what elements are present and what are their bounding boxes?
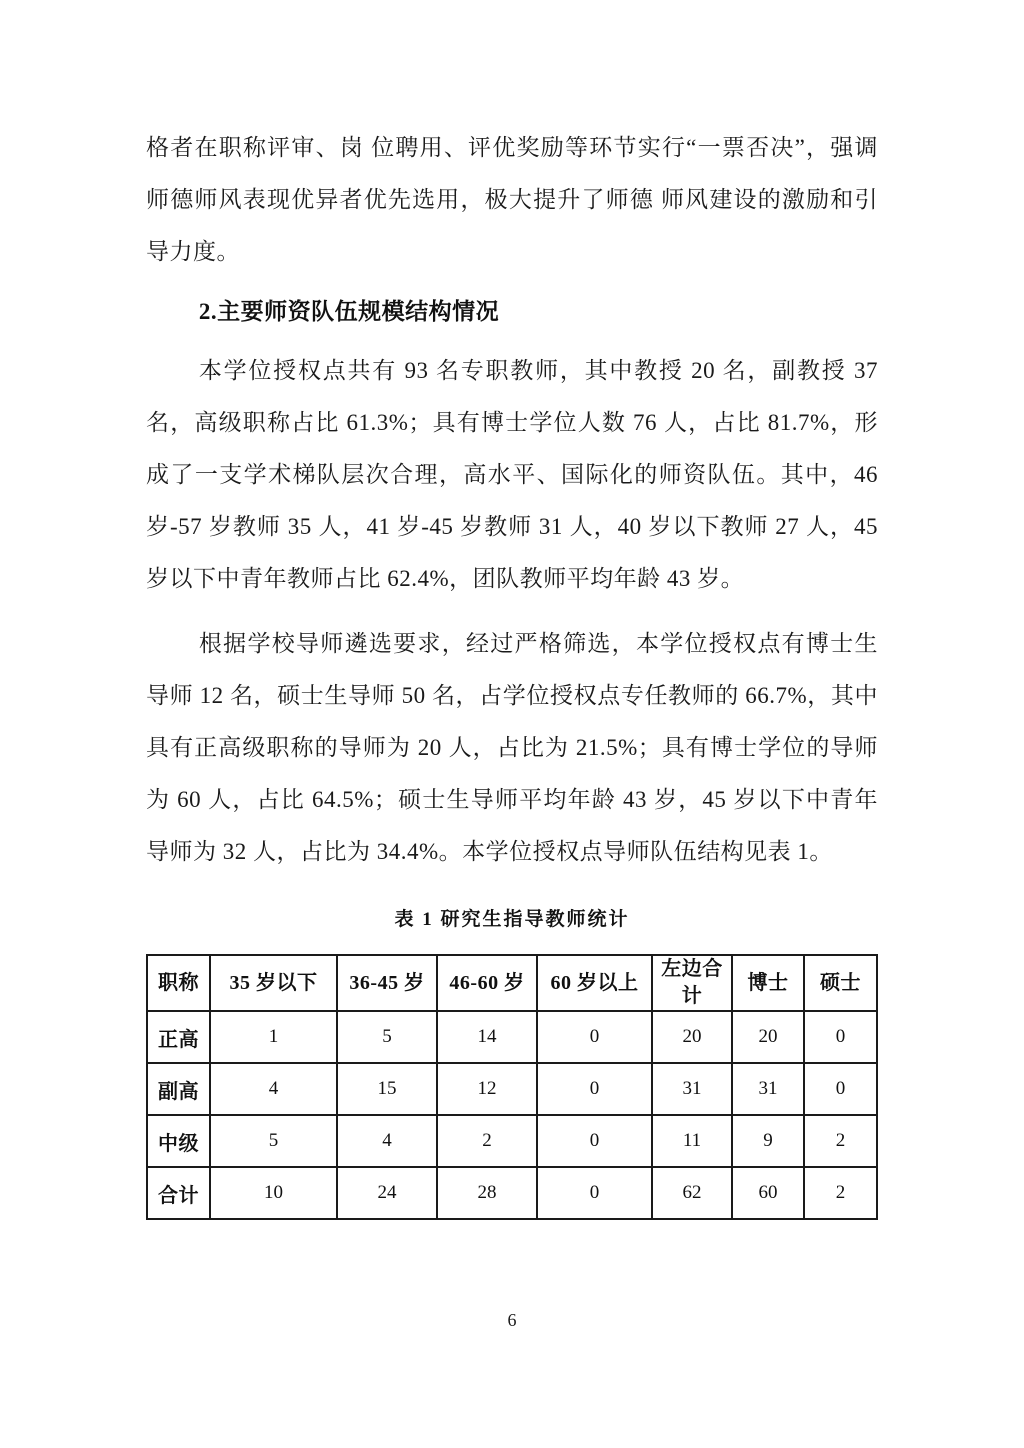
table-cell: 2 <box>804 1167 877 1219</box>
table-cell: 12 <box>437 1063 537 1115</box>
table-cell: 24 <box>337 1167 437 1219</box>
section-heading: 2.主要师资队伍规模结构情况 <box>198 299 500 324</box>
row-label-associate: 副高 <box>147 1063 210 1115</box>
supervisor-statistics-table <box>146 954 878 1220</box>
table-cell: 4 <box>337 1115 437 1167</box>
column-header-46-60: 46-60 岁 <box>437 955 537 1011</box>
table-cell: 1 <box>210 1011 337 1063</box>
table-cell: 60 <box>732 1167 804 1219</box>
table-cell: 4 <box>210 1063 337 1115</box>
table-cell: 0 <box>804 1011 877 1063</box>
paragraph-supervisor-stats: 根据学校导师遴选要求，经过严格筛选，本学位授权点有博士生导师 12 名，硕士生导师 50 名，占学位授权点专任教师的 66.7%，其中具有正高级职称的导师为 20 人，占比为 21.5%；具有博士学位的导师为 60 人，占比 64.5%；硕士生导师平均年龄 43 岁，45 岁以下中青年导师为 32 人，占比为 34.4%。本学位授权点导师队伍结构见表 1。 <box>146 631 878 864</box>
table-row-intermediate <box>147 1115 877 1167</box>
table-caption: 表 1 研究生指导教师统计 <box>394 909 630 930</box>
table-cell: 5 <box>210 1115 337 1167</box>
table-cell: 0 <box>537 1115 652 1167</box>
table-cell: 14 <box>437 1011 537 1063</box>
table-cell: 0 <box>804 1063 877 1115</box>
column-header-over60: 60 岁以上 <box>537 955 652 1011</box>
column-header-doctor: 博士 <box>732 955 804 1011</box>
table-cell: 0 <box>537 1167 652 1219</box>
row-label-senior: 正高 <box>147 1011 210 1063</box>
table-cell: 62 <box>652 1167 732 1219</box>
column-header-36-45: 36-45 岁 <box>337 955 437 1011</box>
table-cell: 9 <box>732 1115 804 1167</box>
table-row-total <box>147 1167 877 1219</box>
table-row-associate <box>147 1063 877 1115</box>
table-cell: 2 <box>437 1115 537 1167</box>
column-header-under35: 35 岁以下 <box>210 955 337 1011</box>
column-header-title: 职称 <box>147 955 210 1011</box>
paragraph-faculty-stats: 本学位授权点共有 93 名专职教师，其中教授 20 名，副教授 37 名，高级职称占比 61.3%；具有博士学位人数 76 人，占比 81.7%，形成了一支学术梯队层次合理，高水平、国际化的师资队伍。其中，46 岁-57 岁教师 35 人，41 岁-45 岁教师 31 人，40 岁以下教师 27 人，45 岁以下中青年教师占比 62.4%，团队教师平均年龄 43 岁。 <box>146 358 878 591</box>
table-cell: 20 <box>652 1011 732 1063</box>
table-cell: 20 <box>732 1011 804 1063</box>
table-cell: 5 <box>337 1011 437 1063</box>
column-header-master: 硕士 <box>804 955 877 1011</box>
table-cell: 31 <box>732 1063 804 1115</box>
row-label-total: 合计 <box>147 1167 210 1219</box>
table-cell: 10 <box>210 1167 337 1219</box>
table-cell: 0 <box>537 1063 652 1115</box>
table-cell: 2 <box>804 1115 877 1167</box>
row-label-intermediate: 中级 <box>147 1115 210 1167</box>
table-cell: 31 <box>652 1063 732 1115</box>
table-cell: 28 <box>437 1167 537 1219</box>
table-cell: 15 <box>337 1063 437 1115</box>
paragraph-continuation: 格者在职称评审、岗 位聘用、评优奖励等环节实行“一票否决”，强调师德师风表现优异者优先选用，极大提升了师德 师风建设的激励和引导力度。 <box>146 135 878 264</box>
document-body <box>146 122 878 1220</box>
table-cell: 0 <box>537 1011 652 1063</box>
column-header-left-total: 左边合计 <box>652 955 732 1011</box>
page-number: 6 <box>507 1310 517 1330</box>
table-header-row <box>147 955 877 1011</box>
table-row-senior <box>147 1011 877 1063</box>
table-cell: 11 <box>652 1115 732 1167</box>
